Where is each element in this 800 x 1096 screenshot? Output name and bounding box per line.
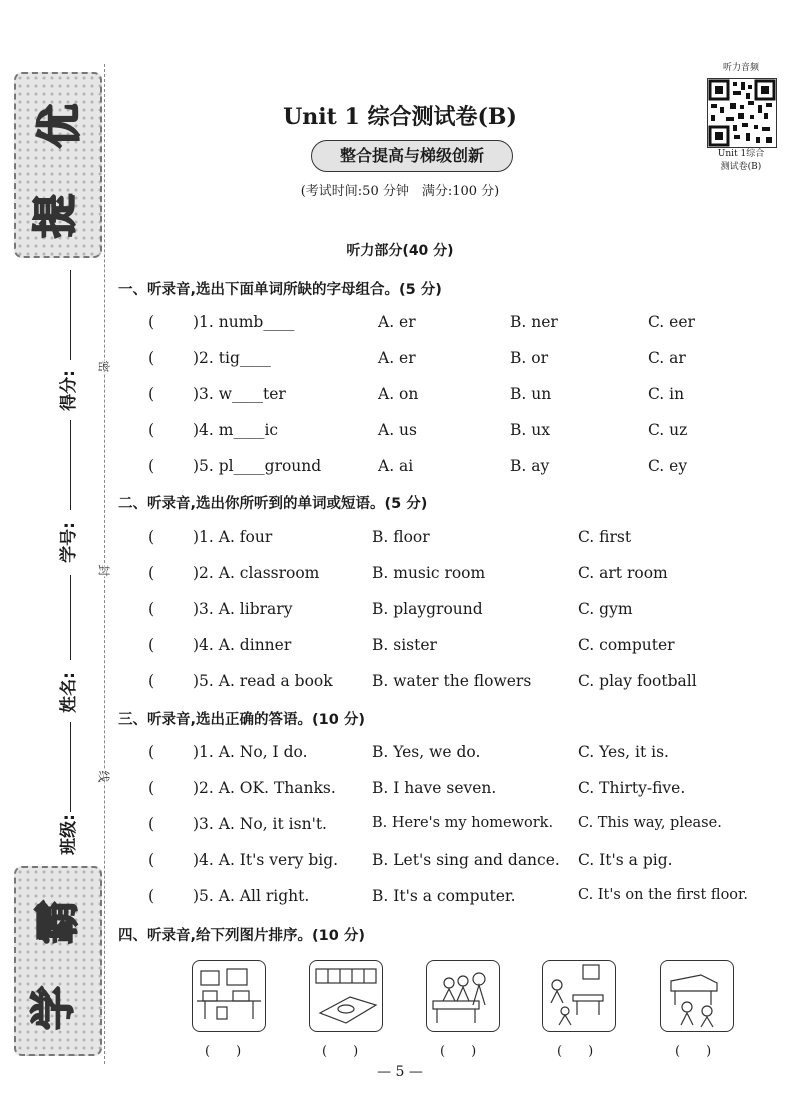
question-row [0,636,800,660]
question-stem: )3. A. library [193,600,293,618]
option-b: B. water the flowers [372,672,532,690]
qr-caption-line: Unit 1综合 [717,149,765,159]
option-b: B. ner [510,313,558,331]
option-b: B. It's a computer. [372,887,516,905]
question-row [0,815,800,839]
part3-title: 三、听录音,选出正确的答语。(10 分) [118,712,365,728]
question-stem: )2. A. classroom [193,564,320,582]
answer-paren[interactable]: ( [148,887,155,905]
question-stem: )4. m____ic [193,421,279,439]
listening-heading: 听力部分(40 分) [346,243,454,259]
option-c: C. Yes, it is. [578,743,669,761]
class-label: 班级: [58,814,79,855]
question-row [0,851,800,875]
answer-paren[interactable]: ( [148,457,155,475]
answer-paren[interactable]: ( [148,349,155,367]
qr-caption: 听力音频 [722,63,759,73]
option-c: C. play football [578,672,697,690]
badge-top-char: 提 [30,194,81,238]
question-row [0,421,800,445]
picture-answer-blank[interactable]: ( ) [205,1044,242,1059]
student-number-label: 学号: [58,522,79,563]
library-picture [426,960,500,1032]
answer-paren[interactable]: ( [148,564,155,582]
question-row [0,779,800,803]
question-stem: )1. A. four [193,528,273,546]
option-b: B. or [510,349,548,367]
question-stem: )5. pl____ground [193,457,322,475]
option-b: B. Let's sing and dance. [372,851,560,869]
answer-paren[interactable]: ( [148,779,155,797]
music-room-picture [660,960,734,1032]
question-stem: )1. numb____ [193,313,295,331]
option-c: C. It's on the first floor. [578,887,748,903]
option-a: A. us [378,421,417,439]
answer-paren[interactable]: ( [148,600,155,618]
option-c: C. It's a pig. [578,851,673,869]
qr-caption-line: 测试卷(B) [720,162,762,172]
option-c: C. first [578,528,632,546]
answer-paren[interactable]: ( [148,815,155,833]
option-c: C. uz [648,421,688,439]
answer-paren[interactable]: ( [148,636,155,654]
picture-answer-blank[interactable]: ( ) [557,1044,594,1059]
question-stem: )4. A. dinner [193,636,292,654]
picture-answer-blank[interactable]: ( ) [675,1044,712,1059]
answer-paren[interactable]: ( [148,743,155,761]
dining-hall-picture [542,960,616,1032]
badge-top-char: 优 [34,104,85,148]
answer-paren[interactable]: ( [148,672,155,690]
page-number: — 5 — [377,1064,423,1080]
answer-paren[interactable]: ( [148,385,155,403]
option-b: B. ux [510,421,550,439]
question-stem: )5. A. read a book [193,672,333,690]
name-label: 姓名: [58,672,79,713]
fold-mark-line: 线 [96,770,111,783]
option-c: C. computer [578,636,675,654]
question-stem: )1. A. No, I do. [193,743,308,761]
question-row [0,385,800,409]
question-row [0,313,800,337]
option-b: B. ay [510,457,550,475]
art-room-picture [309,960,383,1032]
fold-mark-seal: 封 [96,564,111,577]
question-row [0,672,800,696]
question-stem: )3. w____ter [193,385,286,403]
question-stem: )3. A. No, it isn't. [193,815,327,833]
question-row [0,457,800,481]
option-b: B. Here's my homework. [372,815,554,831]
option-c: C. This way, please. [578,815,722,831]
option-b: B. Yes, we do. [372,743,481,761]
option-b: B. I have seven. [372,779,497,797]
option-a: A. er [378,313,416,331]
picture-answer-blank[interactable]: ( ) [322,1044,359,1059]
fold-mark-seal: 密 [96,360,111,373]
qr-code-icon[interactable] [707,78,777,148]
option-b: B. un [510,385,552,403]
option-a: A. er [378,349,416,367]
question-row [0,600,800,624]
question-row [0,349,800,373]
part4-title: 四、听录音,给下列图片排序。(10 分) [118,928,365,944]
computer-room-picture [192,960,266,1032]
question-stem: )2. A. OK. Thanks. [193,779,336,797]
qr-caption-bottom [700,148,782,174]
option-b: B. playground [372,600,483,618]
option-c: C. ar [648,349,686,367]
option-b: B. sister [372,636,437,654]
picture-answer-blank[interactable]: ( ) [440,1044,477,1059]
answer-paren[interactable]: ( [148,421,155,439]
answer-paren[interactable]: ( [148,851,155,869]
option-c: C. Thirty-five. [578,779,686,797]
score-label: 得分: [58,370,79,411]
answer-paren[interactable]: ( [148,528,155,546]
exam-meta: (考试时间:50 分钟 满分:100 分) [300,184,500,199]
page-title: Unit 1 综合测试卷(B) [283,104,517,130]
option-c: C. ey [648,457,688,475]
option-c: C. gym [578,600,633,618]
answer-paren[interactable]: ( [148,313,155,331]
question-stem: )2. tig____ [193,349,271,367]
option-c: C. eer [648,313,695,331]
question-row [0,887,800,911]
option-b: B. music room [372,564,486,582]
badge-bottom-char: 学 [28,986,79,1030]
badge-bottom-char: 霸 [32,900,83,944]
question-stem: )4. A. It's very big. [193,851,339,869]
question-stem: )5. A. All right. [193,887,310,905]
part1-title: 一、听录音,选出下面单词所缺的字母组合。(5 分) [118,282,442,298]
option-a: A. on [378,385,419,403]
option-a: A. ai [378,457,414,475]
question-row [0,564,800,588]
part2-title: 二、听录音,选出你所听到的单词或短语。(5 分) [118,496,428,512]
option-b: B. floor [372,528,430,546]
question-row [0,528,800,552]
option-c: C. in [648,385,685,403]
subtitle-badge: 整合提高与梯级创新 [311,140,513,172]
question-row [0,743,800,767]
option-c: C. art room [578,564,668,582]
